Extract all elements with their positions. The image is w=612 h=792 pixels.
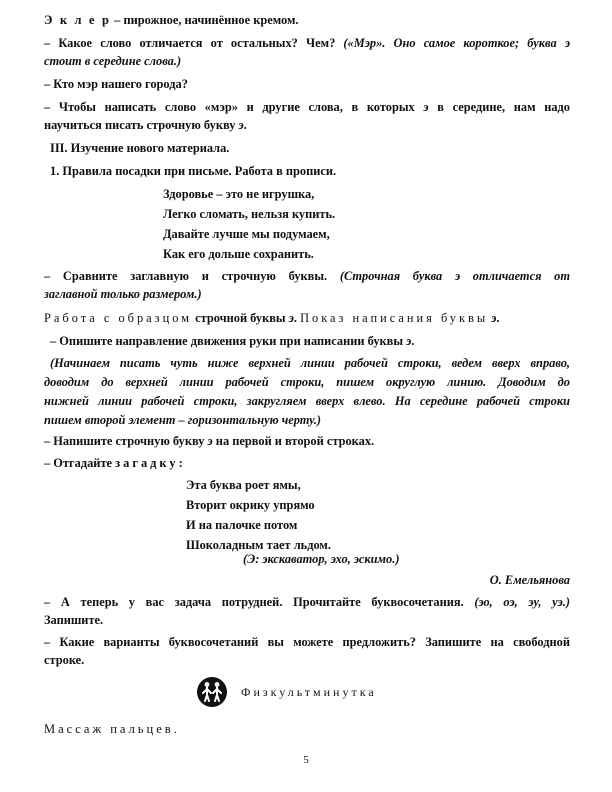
- line-write-letter: – Напишите строчную букву э на первой и второй строках.: [44, 434, 375, 448]
- poem-health: [163, 186, 335, 262]
- poem-author: О. Емельянова: [489, 573, 570, 587]
- line-mayor: – Кто мэр нашего города?: [44, 77, 188, 91]
- exercise-figures-icon: [196, 676, 228, 708]
- poem-line: И на палочке потом: [186, 518, 298, 532]
- poem-riddle: [186, 477, 331, 553]
- poem-line: Здоровье – это не игрушка,: [163, 187, 315, 201]
- poem-line: Как его дольше сохранить.: [163, 247, 314, 261]
- line-compare: – Сравните заглавную и строчную буквы. (Строчная буква э отличается от: [44, 269, 570, 283]
- line-write-intro-cont: научиться писать строчную букву э.: [44, 118, 247, 132]
- line-question-answer-cont: стоит в середине слова.): [44, 54, 182, 68]
- poem-line: Эта буква роет ямы,: [186, 478, 301, 492]
- line-question-word: – Какое слово отличается от остальных? Чем? («Мэр». Оно самое короткое; буква э: [44, 36, 570, 50]
- subsection-heading: 1. Правила посадки при письме. Работа в прописи.: [50, 164, 337, 178]
- page-number: 5: [303, 754, 309, 766]
- explain-line: доводим до верхней линии рабочей строки, пишем округлую линию. Доводим до: [44, 375, 570, 389]
- line-riddle: – Отгадайте загадку:: [44, 456, 183, 470]
- section-heading: III. Изучение нового материала.: [50, 141, 230, 155]
- line-task: – А теперь у вас задача потрудней. Прочитайте буквосочетания. (эо, оэ, эу, уэ.): [44, 595, 571, 609]
- poem-line: Давайте лучше мы подумаем,: [163, 227, 330, 241]
- line-compare-cont: заглавной только размером.): [44, 287, 202, 301]
- line-direction: – Опишите направление движения руки при написании буквы э.: [50, 334, 415, 348]
- riddle-answer: (Э: экскаватор, эхо, эскимо.): [243, 552, 400, 566]
- poem-line: Шоколадным тает льдом.: [186, 538, 331, 552]
- poem-line: Вторит окрику упрямо: [186, 498, 315, 512]
- line-options-cont: строке.: [44, 653, 85, 667]
- line-options: – Какие варианты буквосочетаний вы можете предложить? Запишите на свободной: [44, 635, 570, 649]
- line-ekler: Э к л е р – пирожное, начинённое кремом.: [44, 13, 299, 27]
- explain-line: пишем второй элемент – горизонтальную черту.): [44, 413, 322, 427]
- line-work-sample: Работа с образцом строчной буквы э. Показ написания буквы э.: [44, 311, 500, 325]
- poem-line: Легко сломать, нельзя купить.: [163, 207, 336, 221]
- line-write-intro: – Чтобы написать слово «мэр» и другие слова, в которых э в середине, нам надо: [44, 100, 570, 114]
- line-task-cont: Запишите.: [44, 613, 104, 627]
- massage-heading: Массаж пальцев.: [44, 722, 180, 736]
- explain-line: нижней линии рабочей строки, закругляем вверх влево. На середине рабочей строки: [44, 394, 570, 408]
- explain-line: (Начинаем писать чуть ниже верхней линии рабочей строки, ведем вверх вправо,: [50, 356, 570, 370]
- fizkult-heading: Физкультминутка: [241, 685, 377, 699]
